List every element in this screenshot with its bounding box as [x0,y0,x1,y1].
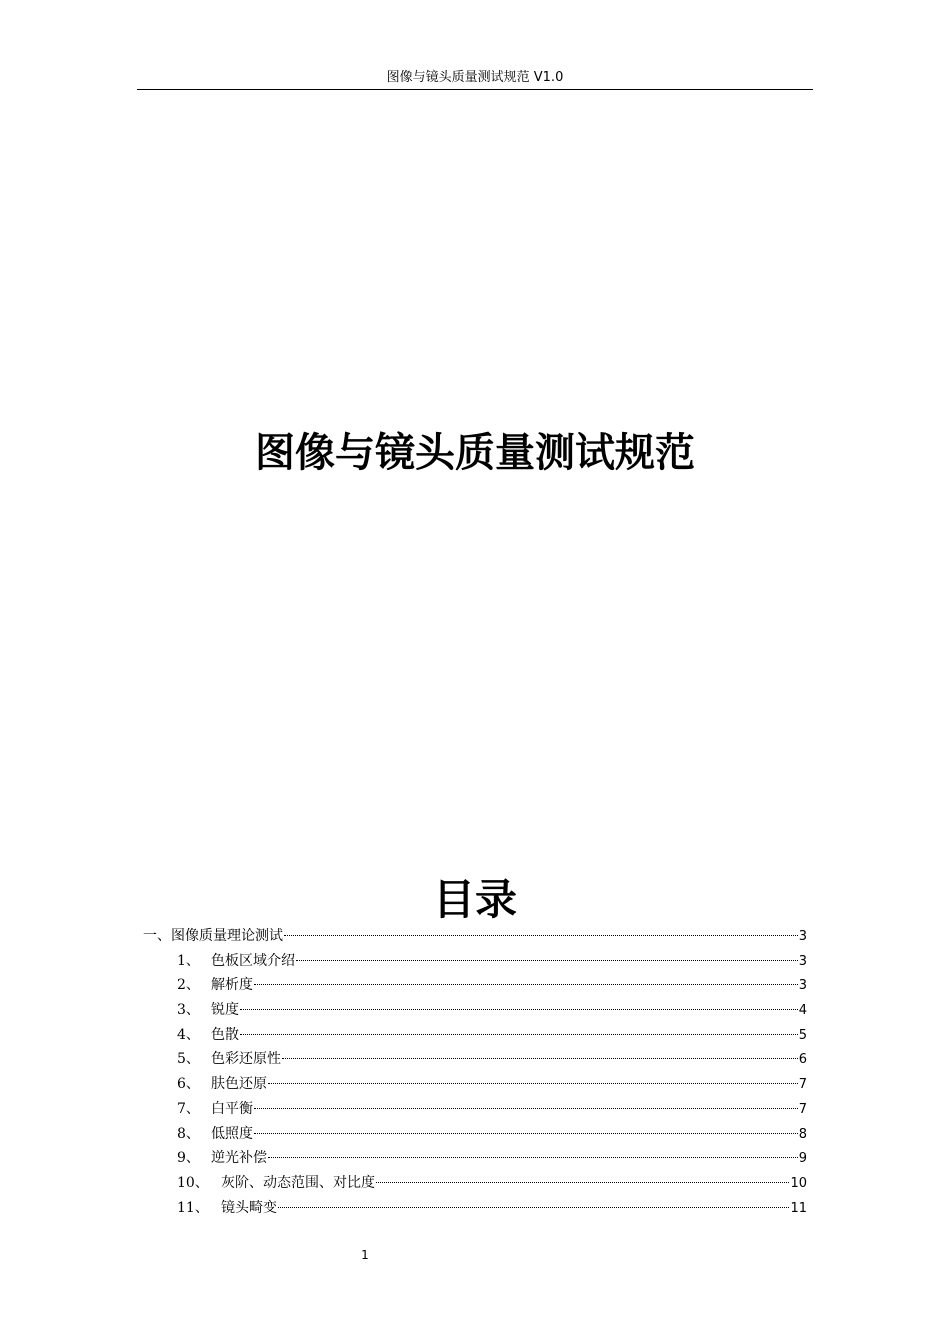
toc-page-number: 3 [798,978,807,994]
toc-entry-number: 7、 [177,1100,200,1117]
toc-entry[interactable] [143,998,807,1023]
toc-leader-dots [268,1157,798,1158]
toc-entry-number: 8、 [177,1125,200,1142]
toc-entry-number: 3、 [177,1002,200,1019]
toc-entry-number: 9、 [177,1150,200,1167]
toc-entry-label: 色散 [211,1026,239,1043]
toc-chapter-label: 一、图像质量理论测试 [143,928,283,944]
toc-page-number: 7 [798,1077,807,1093]
document-title: 图像与镜头质量测试规范 [255,430,695,476]
toc-leader-dots [254,1133,798,1134]
toc-entry-label: 低照度 [211,1125,253,1142]
toc-leader-dots [282,1058,798,1059]
toc-entry-label: 白平衡 [211,1100,253,1117]
toc-heading: 目录 [432,875,517,924]
toc-page-number: 3 [798,929,807,944]
toc-entry-number: 4、 [177,1026,200,1043]
page-number: 1 [361,1248,369,1262]
toc-entry[interactable] [143,1171,807,1196]
toc-leader-dots [278,1207,789,1208]
toc-page-number: 6 [798,1052,807,1068]
toc-entry[interactable] [143,1023,807,1048]
toc-entry[interactable] [143,1196,807,1221]
toc-entry-label: 解析度 [211,977,253,994]
toc-entry[interactable] [143,1072,807,1097]
toc-entry-number: 5、 [177,1051,200,1068]
toc-page-number: 9 [798,1151,807,1167]
toc-entry-label: 灰阶、动态范围、对比度 [221,1174,375,1191]
toc-leader-dots [284,935,798,936]
toc-entry-number: 6、 [177,1076,200,1093]
toc-entry[interactable] [143,1047,807,1072]
toc-leader-dots [268,1083,798,1084]
header-divider [137,89,813,90]
toc-entry[interactable] [143,1146,807,1171]
toc-entry-label: 色彩还原性 [211,1051,281,1068]
toc-page-number: 11 [790,1200,807,1216]
toc-page-number: 8 [798,1126,807,1142]
toc-entry[interactable] [143,973,807,998]
toc-leader-dots [376,1182,789,1183]
toc-chapter-entry[interactable] [143,924,807,949]
toc-page-number: 7 [798,1101,807,1117]
toc-leader-dots [254,984,798,985]
toc-entry[interactable] [143,1122,807,1147]
toc-entry-number: 10、 [177,1174,209,1191]
toc-leader-dots [296,960,798,961]
toc-entry-label: 镜头畸变 [221,1199,277,1216]
page-header: 图像与镜头质量测试规范 V1.0 [386,70,564,85]
toc-entry[interactable] [143,1097,807,1122]
toc-entry-number: 2、 [177,977,200,994]
toc-page-number: 3 [798,953,807,969]
toc-entry-label: 色板区域介绍 [211,952,295,969]
toc-entry-label: 逆光补偿 [211,1150,267,1167]
toc-entry-number: 1、 [177,952,200,969]
toc-entry-label: 肤色还原 [211,1076,267,1093]
table-of-contents [143,924,807,1220]
toc-leader-dots [240,1009,798,1010]
toc-leader-dots [240,1034,798,1035]
toc-page-number: 4 [798,1003,807,1019]
toc-page-number: 5 [798,1027,807,1043]
toc-page-number: 10 [790,1175,807,1191]
toc-entry-label: 锐度 [211,1002,239,1019]
toc-entry[interactable] [143,949,807,974]
toc-entry-number: 11、 [177,1199,209,1216]
toc-leader-dots [254,1108,798,1109]
